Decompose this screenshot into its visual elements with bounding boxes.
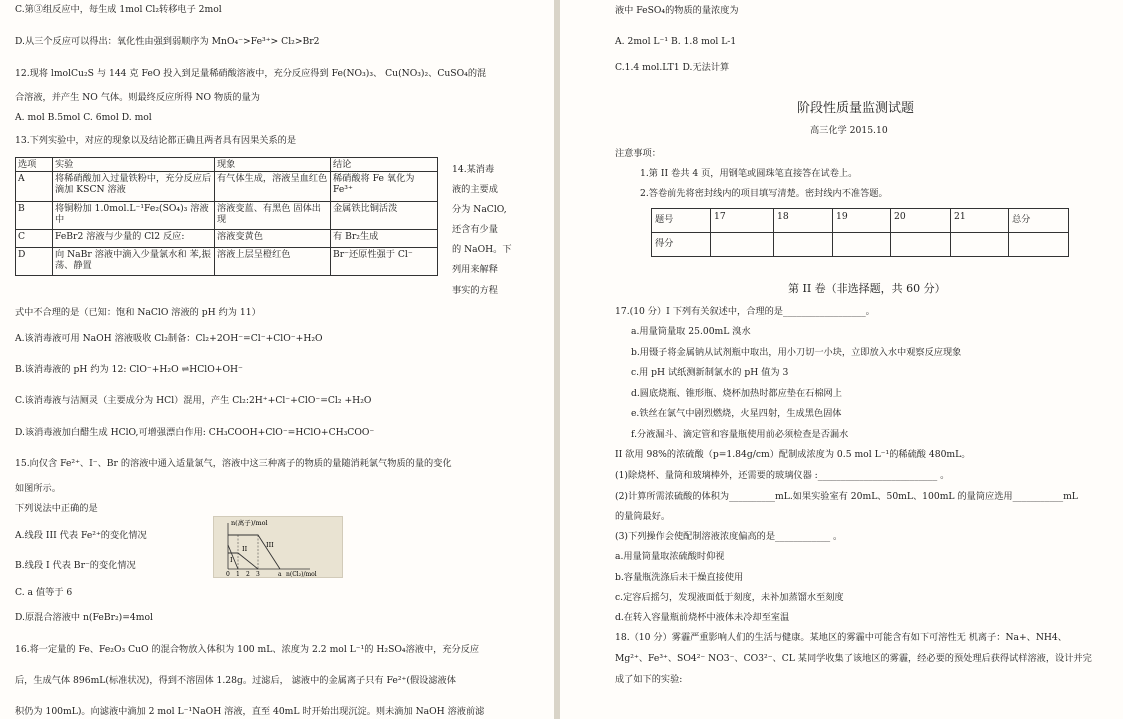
q17-part-ii: II 欲用 98%的浓硫酸（p=1.84g/cm）配制成浓度为 0.5 mol L⁻¹的稀硫酸 480mL。 — [615, 449, 971, 460]
q16-options-ab: A. 2mol L⁻¹ B. 1.8 mol L-1 — [615, 36, 737, 47]
score-header-cell: 18 — [774, 209, 833, 233]
q17-item: c.用 pH 试纸测新制氯水的 pH 值为 3 — [631, 367, 789, 378]
q14-option-a: A.该消毒液可用 NaOH 溶液吸收 Cl₂制备：Cl₂+2OH⁻=Cl⁻+ClO⁻+H₂O — [15, 333, 323, 344]
table-cell: B — [16, 202, 53, 230]
table-cell: D — [16, 248, 53, 276]
q12-line2: 合溶液，并产生 NO 气体。则最终反应所得 NO 物质的量为 — [15, 92, 260, 103]
table-cell: A — [16, 172, 53, 202]
x-tick-label: 3 — [256, 571, 260, 577]
q15-option-b: B.线段 I 代表 Br⁻的变化情况 — [15, 560, 136, 571]
q14-side-line: 的 NaOH。下 — [452, 244, 512, 255]
q18-line2: Mg²⁺、Fe³⁺、SO4²⁻ NO3⁻、CO3²⁻、CL 某同学收集了该地区的雾霾，经必要的预处理后获得试样溶液，设计并完 — [615, 653, 1092, 664]
line-option-c: C.第③组反应中，每生成 1mol Cl₂转移电子 2mol — [15, 4, 222, 15]
q17-item: b.用镊子将金属钠从试剂瓶中取出，用小刀切一小块，立即放入水中观察反应现象 — [631, 347, 962, 358]
segment-i-label: I — [230, 556, 233, 564]
experiment-table — [15, 157, 438, 276]
q14-side-line: 14.某消毒 — [452, 164, 495, 175]
segment-ii-label: II — [242, 545, 248, 553]
q17-sub-2-cont: 的量筒最好。 — [615, 511, 671, 522]
score-cell — [833, 233, 891, 257]
table-row — [16, 230, 438, 248]
q12-options: A. mol B.5mol C. 6mol D. mol — [15, 112, 152, 123]
q17-item: e.铁丝在氯气中剧烈燃烧，火星四射，生成黑色固体 — [631, 408, 842, 419]
ion-amount-figure — [213, 516, 343, 578]
q17-item: f.分液漏斗、滴定管和容量瓶使用前必须检查是否漏水 — [631, 429, 849, 440]
q17-sub-3-option: a.用量筒量取浓硫酸时仰视 — [615, 551, 725, 562]
q18-line3: 成了如下的实验: — [615, 674, 683, 685]
q14-option-b: B.该消毒液的 pH 约为 12: ClO⁻+H₂O ⇌HClO+OH⁻ — [15, 364, 243, 375]
q15-line2: 如图所示。 — [15, 483, 61, 494]
score-header-cell: 17 — [711, 209, 774, 233]
q17-sub-3-option: d.在转入容量瓶前烧杯中液体未冷却至室温 — [615, 612, 790, 623]
table-cell: 金属铁比铜活泼 — [331, 202, 438, 230]
q12-line1: 12.现将 lmolCu₂S 与 144 克 FeO 投入到足量稀硝酸溶液中，充分反应得到 Fe(NO₃)₃、 Cu(NO₃)₂、CuSO₄的混 — [15, 68, 487, 79]
table-header-cell: 现象 — [215, 158, 331, 172]
notice-item: 2.答卷前先将密封线内的项目填写清楚。密封线内不准答题。 — [640, 188, 888, 199]
table-row — [16, 202, 438, 230]
table-cell: FeBr2 溶液与少量的 Cl2 反应: — [53, 230, 215, 248]
table-cell: 有 Br₂生成 — [331, 230, 438, 248]
table-cell: 将稀硝酸加入过量铁粉中，充分反应后滴加 KSCN 溶液 — [53, 172, 215, 202]
q15-option-d: D.原混合溶液中 n(FeBr₂)=4mol — [15, 612, 153, 623]
ion-amount-graph — [214, 517, 342, 577]
x-tick-label: a — [278, 571, 282, 577]
table-cell: 溶液变蓝、有黑色 固体出现 — [215, 202, 331, 230]
score-cell — [951, 233, 1009, 257]
score-cell: 得分 — [652, 233, 711, 257]
x-tick-label: 0 — [226, 571, 230, 577]
table-cell: C — [16, 230, 53, 248]
q14-side-line: 分为 NaClO, — [452, 204, 507, 215]
x-axis-label: n(Cl₂)/mol — [286, 571, 317, 577]
x-tick-label: 2 — [246, 571, 250, 577]
q14-side-line: 列用来解释 — [452, 264, 498, 275]
q15-line1: 15.向仅含 Fe²⁺、I⁻、Br 的溶液中通入适量氯气，溶液中这三种离子的物质的量随消耗氯气物质的量的变化 — [15, 458, 452, 469]
q17-sub-2: (2)计算所需浓硫酸的体积为__________mL.如果实验室有 20mL、50mL、100mL 的量筒应选用___________mL — [615, 491, 1078, 502]
score-header-cell: 题号 — [652, 209, 711, 233]
table-cell: 将铜粉加 1.0mol.L⁻¹Fe₂(SO₄)₃ 溶液中 — [53, 202, 215, 230]
q14-side-line: 液的主要成 — [452, 184, 498, 195]
notice-heading: 注意事项： — [615, 148, 661, 159]
q16-continuation: 液中 FeSO₄的物质的量浓度为 — [615, 5, 739, 16]
q13-stem: 13.下列实验中，对应的现象以及结论都正确且两者具有因果关系的是 — [15, 135, 297, 146]
table-cell: 溶液变黄色 — [215, 230, 331, 248]
table-cell: 向 NaBr 溶液中滴入少量氯水和 苯,振荡、静置 — [53, 248, 215, 276]
q16-options-cd: C.1.4 mol.LT1 D.无法计算 — [615, 62, 730, 73]
segment-iii-label: III — [266, 541, 274, 549]
q14-side-line: 还含有少量 — [452, 224, 498, 235]
table-cell: 溶液上层呈橙红色 — [215, 248, 331, 276]
table-cell: Br⁻还原性强于 Cl⁻ — [331, 248, 438, 276]
table-header-row — [16, 158, 438, 172]
q14-option-c: C.该消毒液与洁厕灵（主要成分为 HCl）混用，产生 Cl₂:2H⁺+Cl⁻+ClO⁻=Cl₂ +H₂O — [15, 395, 372, 406]
score-cell — [1009, 233, 1069, 257]
y-axis-label: n(离子)/mol — [231, 519, 268, 527]
score-header-cell: 21 — [951, 209, 1009, 233]
right-page — [560, 0, 1123, 719]
score-cell — [891, 233, 951, 257]
table-header-cell: 选项 — [16, 158, 53, 172]
q17-item: d.圆底烧瓶、锥形瓶、烧杯加热时都应垫在石棉网上 — [631, 388, 842, 399]
q14-side-line: 事实的方程 — [452, 285, 498, 296]
q16-line3: 积仍为 100mL)。向滤液中滴加 2 mol L⁻¹NaOH 溶液，直至 40mL 时开始出现沉淀。则未滴加 NaOH 溶液前滤 — [15, 706, 485, 717]
x-tick-label: 1 — [236, 571, 240, 577]
table-cell: 稀硝酸将 Fe 氧化为 Fe³⁺ — [331, 172, 438, 202]
score-table — [651, 208, 1069, 257]
score-cell — [711, 233, 774, 257]
q18-line1: 18.（10 分）雾霾严重影响人们的生活与健康。某地区的雾霾中可能含有如下可溶性无 机离子：Na+、NH4、 — [615, 632, 1067, 643]
score-header-cell: 总分 — [1009, 209, 1069, 233]
table-header-cell: 结论 — [331, 158, 438, 172]
score-cell — [774, 233, 833, 257]
q17-sub-3: (3)下列操作会使配制溶液浓度偏高的是____________ 。 — [615, 531, 843, 542]
exam-subtitle: 高三化学 2015.10 — [810, 125, 888, 136]
q16-line1: 16.将一定量的 Fe、Fe₂O₃ CuO 的混合物放入体积为 100 mL、浓度为 2.2 mol L⁻¹的 H₂SO₄溶液中，充分反应 — [15, 644, 480, 655]
notice-item: 1.第 II 卷共 4 页，用钢笔或圆珠笔直接答在试卷上。 — [640, 168, 858, 179]
score-header-cell: 19 — [833, 209, 891, 233]
q17-stem: 17.(10 分）I 下列有关叙述中，合理的是__________________。 — [615, 306, 875, 317]
q17-sub-3-option: b.容量瓶洗涤后未干燥直接使用 — [615, 572, 744, 583]
line-option-d: D.从三个反应可以得出：氧化性由强到弱顺序为 MnO₄⁻>Fe³⁺> Cl₂>Br2 — [15, 36, 320, 47]
exam-title: 阶段性质量监测试题 — [797, 101, 915, 116]
q17-sub-1: (1)除烧杯、量筒和玻璃棒外，还需要的玻璃仪器 :__________________________ 。 — [615, 470, 950, 481]
q15-option-c: C. a 值等于 6 — [15, 587, 73, 598]
table-cell: 有气体生成，溶液呈血红色 — [215, 172, 331, 202]
q17-sub-3-option: c.定容后摇匀，发现液面低于刻度，未补加蒸馏水至刻度 — [615, 592, 844, 603]
table-row — [16, 172, 438, 202]
q17-item: a.用量筒量取 25.00mL 溴水 — [631, 326, 751, 337]
q14-continuation: 式中不合理的是（已知：饱和 NaClO 溶液的 pH 约为 11） — [15, 307, 261, 318]
left-page — [0, 0, 554, 719]
score-row — [652, 233, 1069, 257]
q15-line3: 下列说法中正确的是 — [15, 503, 98, 514]
section-heading: 第 II 卷（非选择题，共 60 分） — [788, 282, 946, 295]
score-header-cell: 20 — [891, 209, 951, 233]
q16-line2: 后，生成气体 896mL(标准状况)，得到不溶固体 1.28g。过滤后， 滤液中的金属离子只有 Fe²⁺(假设滤液体 — [15, 675, 456, 686]
q14-option-d: D.该消毒液加白醋生成 HClO,可增强漂白作用: CH₃COOH+ClO⁻=HClO+CH₃COO⁻ — [15, 427, 375, 438]
table-header-cell: 实验 — [53, 158, 215, 172]
q15-option-a: A.线段 III 代表 Fe²⁺的变化情况 — [15, 530, 147, 541]
table-row — [16, 248, 438, 276]
score-header-row — [652, 209, 1069, 233]
